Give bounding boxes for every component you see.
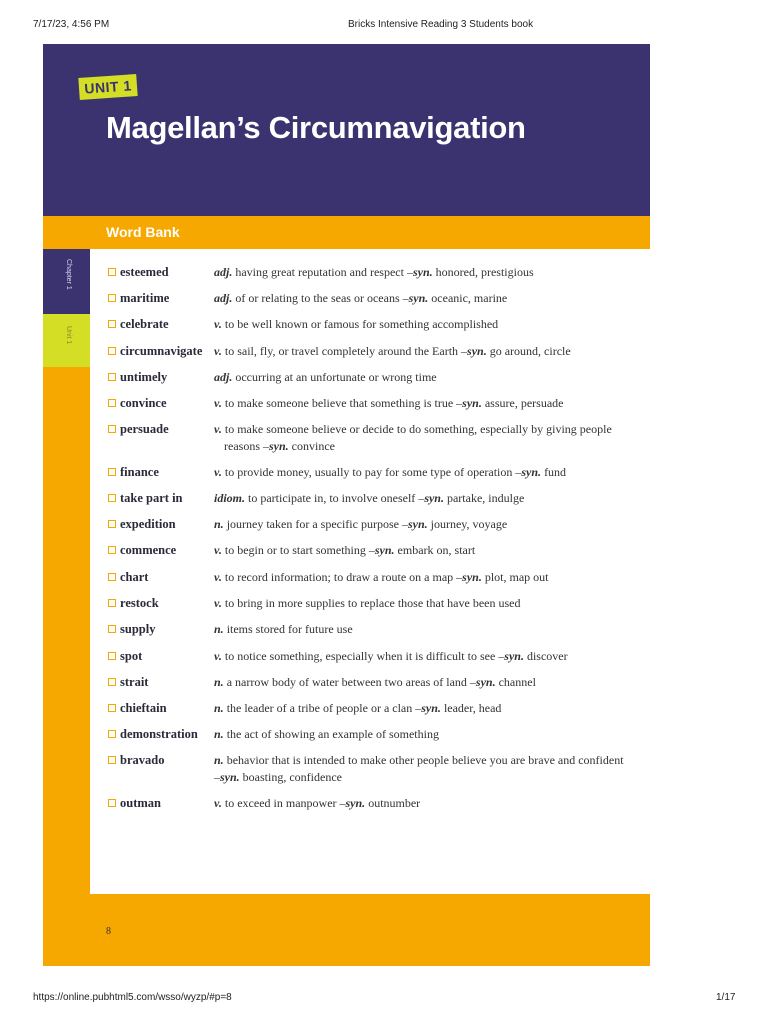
entry-word: spot [120, 649, 143, 663]
checkbox-icon [108, 494, 116, 502]
entry-word: celebrate [120, 317, 169, 331]
title-banner [43, 44, 650, 216]
definition-text: to bring in more supplies to replace those that have been used [224, 596, 521, 610]
book-page [43, 44, 650, 966]
entry-word: chart [120, 570, 149, 584]
definition-text: occurring at an unfortunate or wrong time [235, 370, 437, 384]
entry-definition: n. a narrow body of water between two areas of land –syn. channel [214, 675, 536, 689]
part-of-speech: adj. [214, 291, 233, 305]
definition-text: to be well known or famous for something accomplished [224, 317, 499, 331]
page-number: 8 [106, 926, 111, 937]
entry-definition: v. to begin or to start something –syn. embark on, start [214, 543, 476, 557]
part-of-speech: n. [214, 517, 224, 531]
checkbox-icon [108, 546, 116, 554]
syn-label: syn. [462, 570, 482, 584]
print-timestamp: 7/17/23, 4:56 PM [33, 19, 110, 30]
synonyms: convince [291, 439, 335, 453]
checkbox-icon [108, 573, 116, 581]
syn-label: syn. [269, 439, 289, 453]
checkbox-icon [108, 347, 116, 355]
syn-label: syn. [412, 265, 433, 279]
checkbox-icon [108, 799, 116, 807]
definition-text: the act of showing an example of something [226, 727, 439, 741]
part-of-speech: adj. [214, 265, 233, 279]
entry-definition [214, 621, 624, 638]
entry-definition [214, 726, 624, 743]
entry-word: finance [120, 465, 159, 479]
entry-definition: adj. of or relating to the seas or oceans –syn. oceanic, marine [214, 291, 508, 305]
syn-label: syn. [521, 465, 542, 479]
entry-definition [214, 369, 624, 386]
synonyms: honored, prestigious [435, 265, 534, 279]
definition-text: having great reputation and respect [235, 265, 404, 279]
part-of-speech: n. [214, 701, 224, 715]
document-title: Bricks Intensive Reading 3 Students book [348, 19, 534, 30]
checkbox-icon [108, 730, 116, 738]
definition-text: to exceed in manpower [224, 796, 337, 810]
checkbox-icon [108, 520, 116, 528]
checkbox-icon [108, 320, 116, 328]
syn-label: syn. [407, 517, 428, 531]
part-of-speech: v. [214, 465, 222, 479]
part-of-speech: v. [214, 596, 222, 610]
chapter-tab-label: Chapter 1 [65, 259, 72, 290]
part-of-speech: n. [214, 753, 224, 767]
entry-definition: v. to exceed in manpower –syn. outnumber [214, 796, 421, 810]
unit-tab [43, 314, 90, 367]
part-of-speech: v. [214, 796, 222, 810]
part-of-speech: v. [214, 422, 222, 436]
synonyms: channel [498, 675, 536, 689]
synonyms: plot, map out [484, 570, 549, 584]
entry-definition: v. to record information; to draw a route on a map –syn. plot, map out [214, 570, 549, 584]
syn-label: syn. [220, 770, 240, 784]
part-of-speech: n. [214, 727, 224, 741]
entry-word: take part in [120, 491, 183, 505]
synonyms: fund [544, 465, 567, 479]
checkbox-icon [108, 425, 116, 433]
entry-definition: n. behavior that is intended to make other people believe you are brave and confident –syn. boasting, confidence [214, 753, 624, 784]
syn-label: syn. [475, 675, 496, 689]
checkbox-icon [108, 625, 116, 633]
synonyms: boasting, confidence [242, 770, 342, 784]
page-url: https://online.pubhtml5.com/wsso/wyzp/#p=8 [33, 992, 232, 1003]
definition-text: a narrow body of water between two areas of land [226, 675, 467, 689]
entry-definition: adj. having great reputation and respect –syn. honored, prestigious [214, 265, 534, 279]
syn-label: syn. [424, 491, 444, 505]
entry-word: untimely [120, 370, 168, 384]
synonyms: outnumber [368, 796, 421, 810]
entry-word: convince [120, 396, 167, 410]
definition-text: items stored for future use [226, 622, 353, 636]
entry-word: maritime [120, 291, 170, 305]
definition-text: to make someone believe that something is true [224, 396, 454, 410]
definition-text: to notice something, especially when it is difficult to see [224, 649, 496, 663]
entry-word: persuade [120, 422, 169, 436]
definition-text: to begin or to start something [224, 543, 366, 557]
part-of-speech: v. [214, 649, 222, 663]
definition-text: the leader of a tribe of people or a clan [226, 701, 413, 715]
entry-word: demonstration [120, 727, 198, 741]
definition-text: behavior that is intended to make other people believe you are brave and confident [226, 753, 624, 767]
unit-tab-label: Unit 1 [65, 326, 72, 345]
entry-word: outman [120, 796, 161, 810]
synonyms: assure, persuade [484, 396, 564, 410]
entry-definition: v. to make someone believe that something is true –syn. assure, persuade [214, 396, 564, 410]
definition-text: journey taken for a specific purpose [226, 517, 399, 531]
checkbox-icon [108, 268, 116, 276]
entry-word: chieftain [120, 701, 167, 715]
checkbox-icon [108, 599, 116, 607]
checkbox-icon [108, 678, 116, 686]
syn-label: syn. [504, 649, 524, 663]
entry-word: restock [120, 596, 159, 610]
unit-tag: UNIT 1 [78, 74, 137, 100]
entry-word: expedition [120, 517, 176, 531]
syn-label: syn. [467, 344, 487, 358]
part-of-speech: idiom. [214, 491, 246, 505]
synonyms: oceanic, marine [431, 291, 508, 305]
part-of-speech: v. [214, 570, 222, 584]
page-count: 1/17 [716, 992, 736, 1003]
entry-definition: n. the leader of a tribe of people or a clan –syn. leader, head [214, 701, 502, 715]
synonyms: go around, circle [489, 344, 571, 358]
part-of-speech: n. [214, 622, 224, 636]
definition-text: to make someone believe or decide to do something, especially by giving people [224, 422, 612, 436]
word-bank-label: Word Bank [106, 224, 180, 240]
page-title: Magellan’s Circumnavigation [106, 110, 526, 145]
synonyms: journey, voyage [430, 517, 508, 531]
definition-text: to record information; to draw a route on a map [224, 570, 454, 584]
entry-word: strait [120, 675, 149, 689]
entry-definition: v. to make someone believe or decide to do something, especially by giving people reasons –syn. convince [214, 422, 612, 453]
checkbox-icon [108, 294, 116, 302]
checkbox-icon [108, 468, 116, 476]
definition-text: to provide money, usually to pay for some type of operation [224, 465, 513, 479]
entry-definition: v. to notice something, especially when it is difficult to see –syn. discover [214, 649, 568, 663]
entry-definition [214, 595, 624, 612]
synonyms: leader, head [443, 701, 502, 715]
entry-word: circumnavigate [120, 344, 203, 358]
definition-text: to sail, fly, or travel completely around the Earth [224, 344, 459, 358]
syn-label: syn. [345, 796, 366, 810]
part-of-speech: n. [214, 675, 224, 689]
entry-word: esteemed [120, 265, 169, 279]
definition-text: to participate in, to involve oneself [248, 491, 416, 505]
entry-definition: n. journey taken for a specific purpose –syn. journey, voyage [214, 517, 508, 531]
part-of-speech: v. [214, 317, 222, 331]
checkbox-icon [108, 756, 116, 764]
part-of-speech: v. [214, 396, 222, 410]
checkbox-icon [108, 652, 116, 660]
checkbox-icon [108, 373, 116, 381]
syn-label: syn. [374, 543, 395, 557]
entry-definition [214, 316, 624, 333]
entry-definition: v. to sail, fly, or travel completely around the Earth –syn. go around, circle [214, 344, 571, 358]
entry-word: commence [120, 543, 177, 557]
part-of-speech: v. [214, 344, 222, 358]
synonyms: embark on, start [397, 543, 476, 557]
checkbox-icon [108, 399, 116, 407]
entry-word: supply [120, 622, 156, 636]
syn-label: syn. [408, 291, 429, 305]
entry-word: bravado [120, 753, 165, 767]
part-of-speech: v. [214, 543, 222, 557]
word-bank-list [90, 249, 650, 894]
entry-definition: v. to provide money, usually to pay for some type of operation –syn. fund [214, 465, 567, 479]
entry-definition: idiom. to participate in, to involve oneself –syn. partake, indulge [214, 491, 525, 505]
chapter-tab [43, 249, 90, 314]
syn-label: syn. [421, 701, 441, 715]
definition-text: of or relating to the seas or oceans [235, 291, 400, 305]
part-of-speech: adj. [214, 370, 233, 384]
synonyms: discover [526, 649, 568, 663]
synonyms: partake, indulge [446, 491, 525, 505]
checkbox-icon [108, 704, 116, 712]
syn-label: syn. [462, 396, 482, 410]
definition-text-continued: reasons [224, 439, 260, 453]
